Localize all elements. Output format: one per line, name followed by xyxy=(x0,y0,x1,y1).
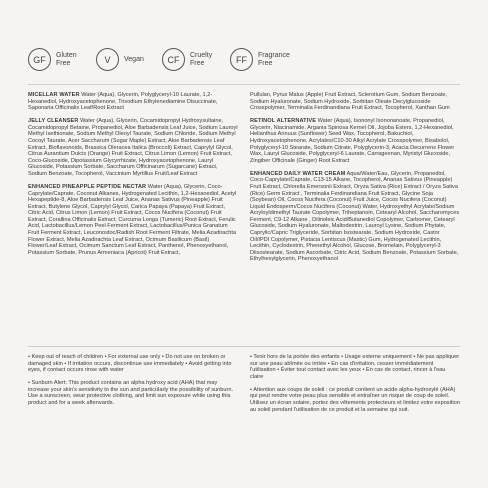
ingredient-list: Water (Aqua), Isononyl Isononanoate, Propanediol, Glycerin, Niacinamide, Argania Spinosa Kernel Oil, Jojoba Esters, 1,2-Hexanediol, Helianthus Annuus (Sunflower) Seed Wax, Tocopherol, Bakuchiol, Hydroxyacetophenone, Acrylates/C10-30 Alkyl Acrylate Crosspolymer, Bisabolol, Polyglyceryl-10 Stearate, Sodium Citrate, Polyglycerin-3, Acacia Decurrens Flower Wax, Lauryl Glucoside, Polyglyceryl-6 Laurate, Carrageenan, Myristyl Glucoside, Zingiber Officinale (Ginger) Root Extract xyxy=(250,118,455,164)
ingredient-list: Water (Aqua), Glycerin, Polyglyceryl-10 Laurate, 1,2-Hexanediol, Hydroxyacetophenone, Trisodium Ethylenediamine Disuccinate, Saponaria Officinalis Leaf/Root Extract xyxy=(28,92,218,112)
cruelty-free-icon: CF xyxy=(162,48,185,71)
badge-label: Cruelty Free xyxy=(190,51,213,67)
product-title: ENHANCED DAILY WATER CREAM xyxy=(250,170,346,177)
product-title: RETINOL ALTERNATIVE xyxy=(250,118,317,125)
badge-vegan xyxy=(96,48,154,71)
badge-label: Fragrance Free xyxy=(258,51,290,67)
badge-label: Gluten Free xyxy=(56,51,77,67)
divider-top xyxy=(28,84,460,85)
divider-bottom xyxy=(28,346,460,347)
sunburn-alert: • Attention aux coups de soleil : ce produit contient un acide alpha-hydroxylé (AHA) qui peut rendre votre peau plus sensible et entraîner un risque de coup de soleil. Utilisez un écran solaire, portez des vêtements protecteurs et limitez votre exposition au soleil pendant l'utilisation de ce produit et la semaine qui suit. xyxy=(250,386,460,413)
ingredient-list: Water (Aqua), Glycerin, Cocamidopropyl Hydroxysultaine, Cocamidopropyl Betaine, Propanediol, Aloe Barbadensis Leaf Juice, Sodium Lauroyl Methyl Isethionate, Sodium Methyl Oleoyl Taurate, Sodium Chloride, Sodium Methyl Cocoyl Taurate, Acer Saccharum (Sugar Maple) Extract, Aloe Barbadensis Leaf Extract, Bioflavonoids, Brassica Oleracea Italica (Broccoli) Extract, Caprylyl Glycol, Citrus Aurantium Dulcis (Orange) Fruit Extract, Citrus Limon (Lemon) Fruit Extract, Coco-Glucoside, Dipotassium Glycyrrhizate, Hydroxyacetophenone, Lauryl Glucoside, Potassium Sorbate, Saccharum Officinarum (Sugarcane) Extract, Sodium Benzoate, Tocopherol, Vaccinium Myrtillus Fruit/Leaf Extract xyxy=(28,118,238,177)
badge-label: Vegan xyxy=(124,55,144,63)
ingredients-column-right xyxy=(250,92,460,269)
product-title: ENHANCED PINEAPPLE PEPTIDE NECTAR xyxy=(28,183,147,190)
peptide-nectar-continued: Pullulan, Pyrus Malus (Apple) Fruit Extract, Sclerotium Gum, Sodium Benzoate, Sodium Hyaluronate, Sodium Hydroxide, Sorbitan Oleate Decylglucoside Crosspolymer, Terminalia Ferdinandiana Fruit Extract, Tocopherol, Xanthan Gum xyxy=(250,92,450,112)
warnings-english xyxy=(28,354,238,413)
product-title: JELLY CLEANSER xyxy=(28,118,79,125)
fragrance-free-icon: FF xyxy=(230,48,253,71)
warning-list: • Tenir hors de la portée des enfants • Usage externe uniquement • Ne pas appliquer sur une peau abîmée ou irritée • En cas d'irritation, cesser immédiatement l'utilisation • Éviter tout contact avec les yeux • En cas de contact, rincer à l'eau claire xyxy=(250,354,460,380)
retinol-alternative-ingredients xyxy=(250,118,460,164)
vegan-icon: V xyxy=(96,48,119,71)
warnings-french xyxy=(250,354,460,420)
badge-cruelty-free xyxy=(162,48,222,71)
product-title: MICELLAR WATER xyxy=(28,92,80,98)
sunburn-alert: • Sunburn Alert: This product contains an alpha hydroxy acid (AHA) that may increase your skin's sensitivity to the sun and particularly the possibility of sunburn. Use a sunscreen, wear protective clothing, and limit sun exposure while using this product and for a week afterwards. xyxy=(28,380,234,406)
micellar-water-ingredients xyxy=(28,92,238,112)
warning-list: • Keep out of reach of children • For external use only • Do not use on broken or damaged skin • If irritation occurs, discontinue use immediately • Avoid getting into eyes, if contact occurs rinse with water xyxy=(28,354,232,374)
badge-row xyxy=(28,48,298,71)
daily-water-cream-ingredients xyxy=(250,171,460,263)
ingredient-list: Aqua/Water/Eau, Glycerin, Propanediol, Coco-Caprylate/Caprate, C13-15 Alkane, Tocopherol, Ananas Sativus (Pineapple) Fruit Extract, Chlorella Emersonii Extract, Oryza Sativa (Rice) Extract / Oryza Sativa (Rice) Germ Extract , Terminalia Ferdinandiana Fruit Extract, Glycine Soja (Soybean) Oil, Cocos Nucifera (Coconut) Fruit Juice, Cocos Nucifera (Coconut) Liquid Endosperm/Cocos Nucifera (Coconut) Water, Hydroxyethyl Acrylate/Sodium Acryloyldimethyl Taurate Copolymer, Triheptanoin, Cetearyl Alcohol, Saccharomyces Ferment, C9-12 Alkane , Dilinoleic Acid/Butanediol Copolymer, Carbomer, Cetearyl Glucoside, Sodium Hyaluronate, Maltodextrin, Lauroyl Lysine, Sodium Phytate, Caprylic/Capric Triglyceride, Sorbitan Isostearate, Sodium Hydroxide, Castor Oil/IPDI Copolymer, Pistacia Lentiscus (Mastic) Gum, Hydrogenated Lecithin, Lecithin, Cyclodextrin, Phenethyl Alcohol, Glucose, Bromelain, Polyglyceryl-3 Diisostearate, Sodium Ascorbate, Citric Acid, Sodium Benzoate, Potassium Sorbate, Ethylhexylglycerin, Phenoxyethanol xyxy=(250,170,460,263)
ingredients-column-left xyxy=(28,92,238,263)
peptide-nectar-ingredients xyxy=(28,184,238,257)
jelly-cleanser-ingredients xyxy=(28,118,238,177)
ingredient-list: Water (Aqua), Glycerin, Coco-Caprylate/Caprate, Coconut Alkanes, Hydrogenated Lecithin, 1,2-Hexanediol, Acetyl Hexapeptide-8, Aloe Barbadensis Leaf Juice, Ananas Sativus (Pineapple) Fruit Extract, Butylene Glycol, Caprylyl Glycol, Carica Papaya (Papaya) Fruit Extract, Citric Acid, Citrus Limon (Lemon) Fruit Extract, Cocos Nucifera (Coconut) Fruit Extract, Corallina Officinalis Extract, Curcuma Longa (Tumeric) Root Extract, Ferulic Acid, Lactobacillus/Lemon Peel Ferment Extract, Lactobacillus/Punica Granatum Fruit Ferment Extract, Leuconostoc/Radish Root Ferment Filtrate, Melia Azadirachta Flower Extract, Melia Azadirachta Leaf Extract, Ocimum Basilicum (Basil) Flower/Leaf Extract, Ocimum Sanctum Leaf Extract, Panthenol, Phenoxyethanol, Potassium Sorbate, Prunus Armeniaca (Apricot) Fruit Extract, xyxy=(28,183,237,256)
badge-fragrance-free xyxy=(230,48,298,71)
badge-gluten-free xyxy=(28,48,88,71)
gluten-free-icon: GF xyxy=(28,48,51,71)
